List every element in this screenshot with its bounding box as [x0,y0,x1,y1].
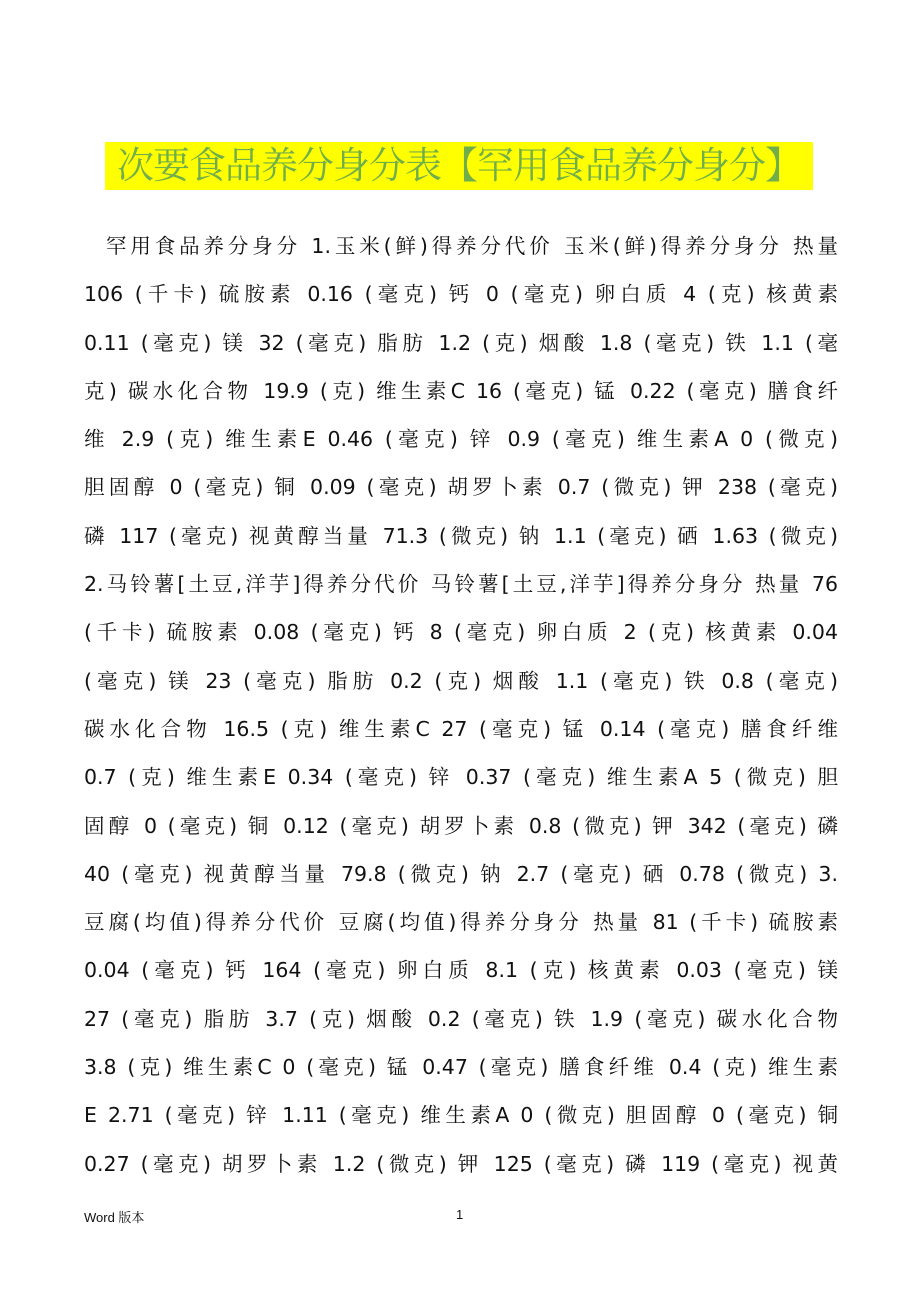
body-line: 固醇 0 (毫克) 铜 0.12 (毫克) 胡罗卜素 0.8 (微克) 钾 342 (毫克) 磷 [84,813,838,838]
footer-label: Word 版本 [84,1210,145,1225]
body-line: 0.7 (克) 维生素E 0.34 (毫克) 锌 0.37 (毫克) 维生素A 5 (微克) 胆 [84,765,838,790]
body-line: 克) 碳水化合物 19.9 (克) 维生素C 16 (毫克) 锰 0.22 (毫克) 膳食纤 [84,378,838,403]
body-line: 磷 117 (毫克) 视黄醇当量 71.3 (微克) 钠 1.1 (毫克) 硒 1.63 (微克) [84,523,838,548]
body-line: 胆固醇 0 (毫克) 铜 0.09 (毫克) 胡罗卜素 0.7 (微克) 钾 238 (毫克) [84,475,838,500]
body-line: (千卡) 硫胺素 0.08 (毫克) 钙 8 (毫克) 卵白质 2 (克) 核黄素 0.04 [84,620,838,645]
document-title: 次要食品养分身分表【罕用食品养分身分】 [117,144,801,187]
body-line: 碳水化合物 16.5 (克) 维生素C 27 (毫克) 锰 0.14 (毫克) 膳食纤维 [84,716,838,741]
body-line: 106 (千卡) 硫胺素 0.16 (毫克) 钙 0 (毫克) 卵白质 4 (克) 核黄素 [84,282,838,307]
body-line: 3.8 (克) 维生素C 0 (毫克) 锰 0.47 (毫克) 膳食纤维 0.4 (克) 维生素 [84,1055,838,1080]
body-line: 维 2.9 (克) 维生素E 0.46 (毫克) 锌 0.9 (毫克) 维生素A 0 (微克) [84,427,838,452]
body-line: 40 (毫克) 视黄醇当量 79.8 (微克) 钠 2.7 (毫克) 硒 0.78 (微克) 3. [84,861,838,886]
body-line: 罕用食品养分身分 1.玉米(鲜)得养分代价 玉米(鲜)得养分身分 热量 [106,234,838,258]
page-number: 1 [456,1207,464,1222]
body-line: 0.11 (毫克) 镁 32 (毫克) 脂肪 1.2 (克) 烟酸 1.8 (毫克) 铁 1.1 (毫 [84,330,838,355]
body-line: 2.马铃薯[土豆,洋芋]得养分代价 马铃薯[土豆,洋芋]得养分身分 热量 76 [84,572,838,597]
body-line: 27 (毫克) 脂肪 3.7 (克) 烟酸 0.2 (毫克) 铁 1.9 (毫克) 碳水化合物 [84,1006,838,1031]
body-line: 0.27 (毫克) 胡罗卜素 1.2 (微克) 钾 125 (毫克) 磷 119 (毫克) 视黄 [84,1151,838,1176]
document-body [84,228,838,1194]
document-title-highlight [105,142,813,190]
body-line: E 2.71 (毫克) 锌 1.11 (毫克) 维生素A 0 (微克) 胆固醇 0 (毫克) 铜 [84,1103,838,1128]
body-line: 豆腐(均值)得养分代价 豆腐(均值)得养分身分 热量 81 (千卡) 硫胺素 [84,910,838,935]
body-line: (毫克) 镁 23 (毫克) 脂肪 0.2 (克) 烟酸 1.1 (毫克) 铁 0.8 (毫克) [84,668,838,693]
body-line: 0.04 (毫克) 钙 164 (毫克) 卵白质 8.1 (克) 核黄素 0.03 (毫克) 镁 [84,958,838,983]
